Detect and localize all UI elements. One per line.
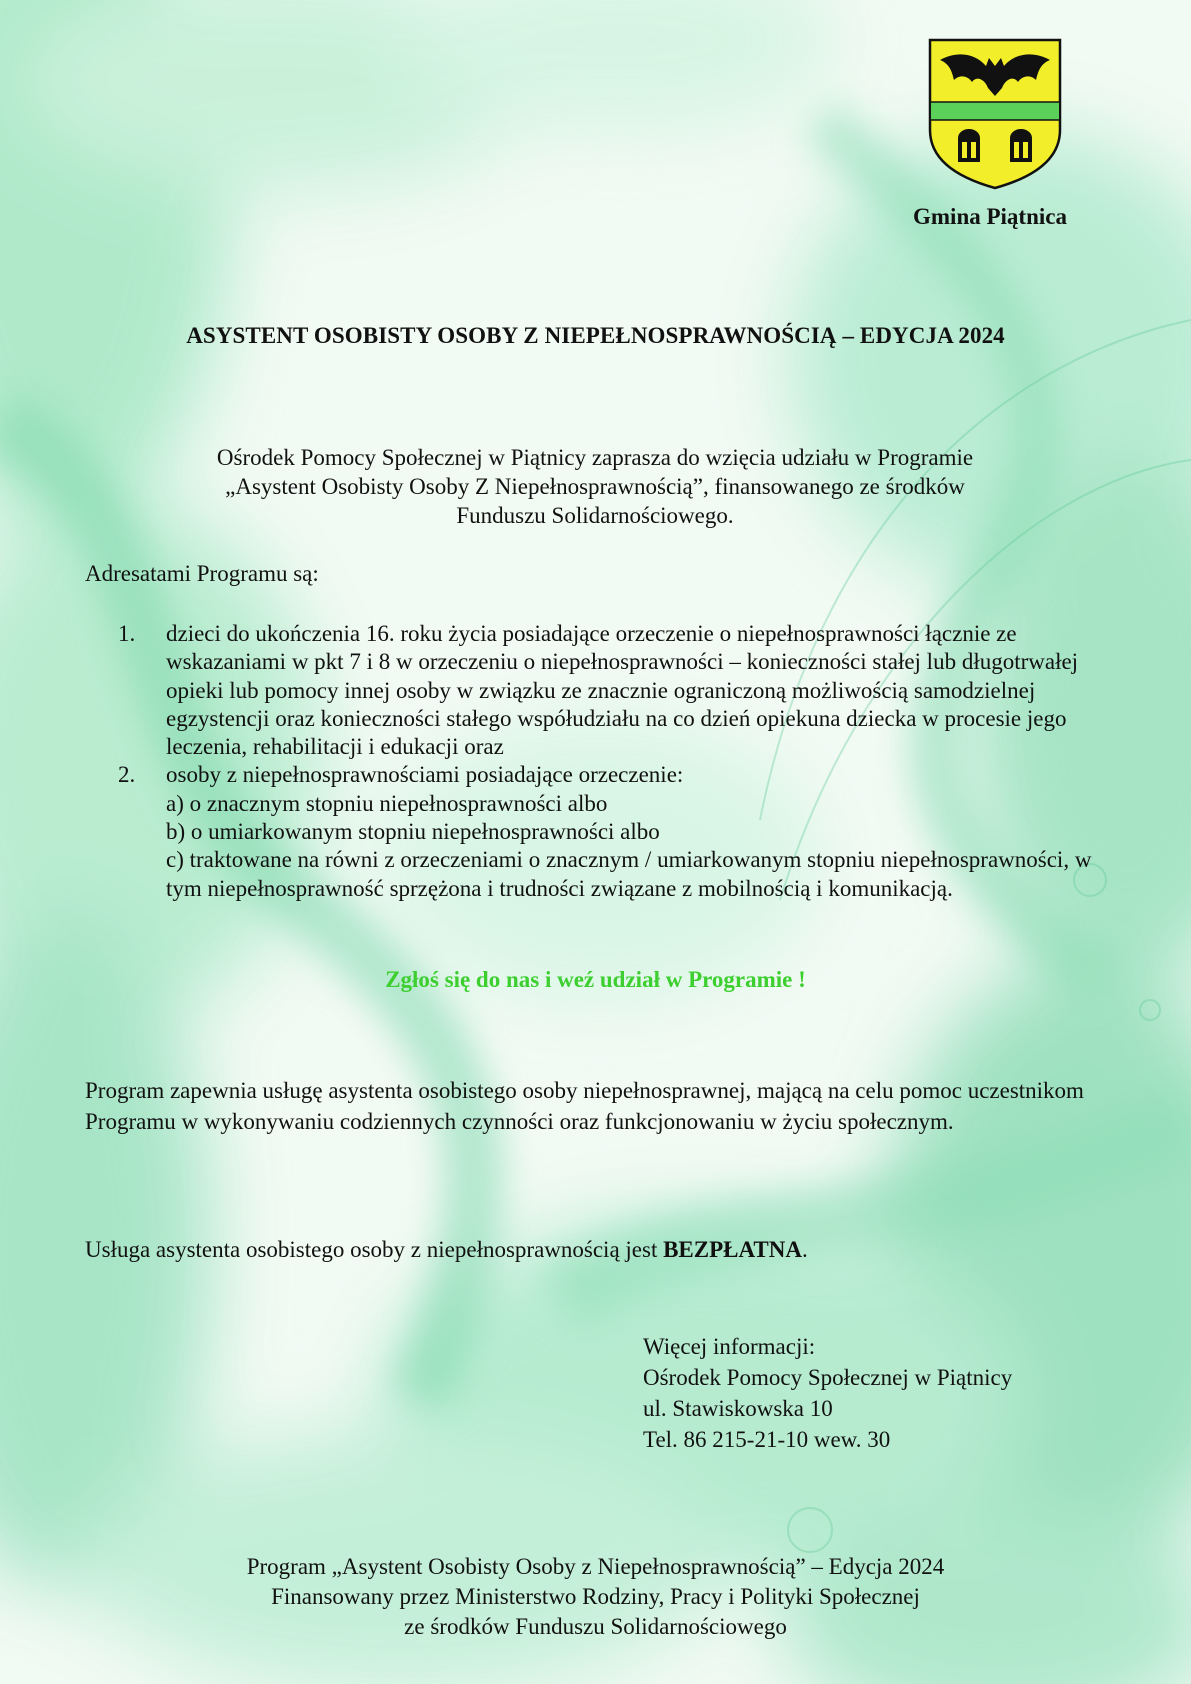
sub-item: c) traktowane na równi z orzeczeniami o znacznym / umiarkowanym stopniu niepełnosprawności, w tym niepełnosprawność sprzężona i trudności związane z mobilnością i komunikacją. bbox=[166, 847, 1092, 901]
contact-phone: Tel. 86 215-21-10 wew. 30 bbox=[643, 1427, 891, 1452]
free-service-notice bbox=[85, 1237, 808, 1263]
intro-line: „Asystent Osobisty Osoby Z Niepełnosprawnością”, finansowanego ze środków bbox=[225, 474, 965, 499]
bat-coat-of-arms-icon bbox=[928, 38, 1062, 190]
footer-line: Finansowany przez Ministerstwo Rodziny, Pracy i Polityki Społecznej bbox=[271, 1584, 920, 1609]
intro-line: Ośrodek Pomocy Społecznej w Piątnicy zaprasza do wzięcia udziału w Programie bbox=[216, 445, 974, 470]
intro-paragraph bbox=[150, 443, 1040, 530]
free-service-emphasis: BEZPŁATNA bbox=[663, 1237, 802, 1262]
municipality-name: Gmina Piątnica bbox=[913, 204, 1067, 229]
list-item-text: dzieci do ukończenia 16. roku życia posiadające orzeczenie o niepełnosprawności łącznie ze wskazaniami w pkt 7 i 8 w orzeczeniu o niepełnosprawności – konieczności stałej lub długotrwałej opieki lub pomocy innej osoby w związku ze znacznie ograniczoną możliwością samodzielnej egzystencji oraz konieczności stałego współudziału na co dzień opiekuna dziecka w procesie jego leczenia, rehabilitacji i edukacji oraz bbox=[166, 621, 1079, 760]
intro-line: Funduszu Solidarnościowego. bbox=[456, 503, 734, 528]
list-item-text: osoby z niepełnosprawnościami posiadające orzeczenie: bbox=[166, 762, 684, 788]
footer-line: Program „Asystent Osobisty Osoby z Niepełnosprawnością” – Edycja 2024 bbox=[246, 1554, 945, 1579]
sub-item: b) o umiarkowanym stopniu niepełnosprawności albo bbox=[166, 819, 660, 845]
footer bbox=[80, 1552, 1111, 1642]
call-to-action: Zgłoś się do nas i weź udział w Programie ! bbox=[385, 967, 806, 992]
addressees-list bbox=[118, 620, 1118, 903]
free-service-end: . bbox=[801, 1237, 808, 1262]
contact-organization: Ośrodek Pomocy Społecznej w Piątnicy bbox=[643, 1365, 1013, 1390]
list-item-number: 2. bbox=[118, 762, 136, 788]
list-item bbox=[118, 761, 1118, 902]
free-service-text: Usługa asystenta osobistego osoby z niepełnosprawnością jest bbox=[85, 1237, 664, 1262]
page-title: ASYSTENT OSOBISTY OSOBY Z NIEPEŁNOSPRAWNOŚCIĄ – EDYCJA 2024 bbox=[186, 323, 1005, 348]
list-item-body bbox=[166, 761, 1118, 902]
list-item-number: 1. bbox=[118, 621, 136, 646]
program-description: Program zapewnia usługę asystenta osobistego osoby niepełnosprawnej, mającą na celu pomoc uczestnikom Programu w wykonywaniu codziennych czynności oraz funkcjonowaniu w życiu społecznym. bbox=[85, 1078, 1084, 1134]
contact-block bbox=[643, 1331, 1012, 1455]
contact-address: ul. Stawiskowska 10 bbox=[643, 1396, 833, 1421]
list-item bbox=[118, 620, 1118, 761]
addressees-heading: Adresatami Programu są: bbox=[85, 561, 319, 586]
contact-heading: Więcej informacji: bbox=[643, 1334, 816, 1359]
footer-line: ze środków Funduszu Solidarnościowego bbox=[404, 1614, 787, 1639]
sub-item: a) o znacznym stopniu niepełnosprawności albo bbox=[166, 790, 608, 816]
